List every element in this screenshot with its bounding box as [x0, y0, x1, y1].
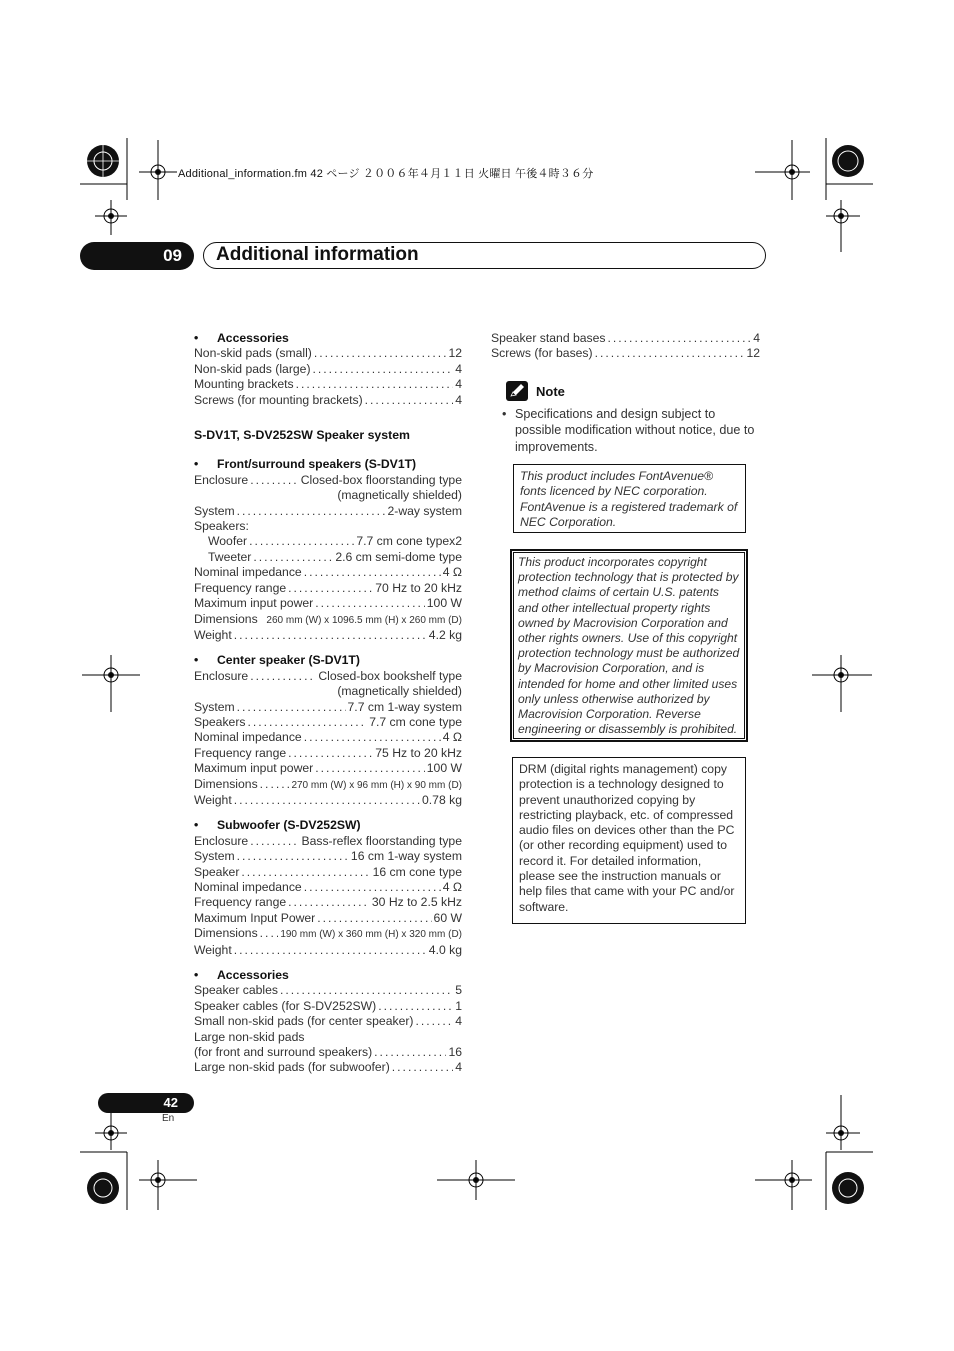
- spec-row: Dimensions 260 mm (W) x 1096.5 mm (H) x 260 mm (D): [194, 611, 462, 626]
- spec-row: System ..... 16 cm 1-way system: [194, 849, 462, 864]
- left-column: [194, 331, 462, 1076]
- list-item: Non-skid pads (small) ..... 12: [194, 346, 462, 361]
- spec-row: Maximum input power ..... 100 W: [194, 596, 462, 611]
- spec-row: Enclosure ..... Closed-box bookshelf type: [194, 669, 462, 684]
- chapter-title: Additional information: [216, 244, 419, 265]
- center-speaker-heading: • Center speaker (S-DV1T): [194, 653, 360, 668]
- right-column-top: [491, 331, 760, 362]
- spec-row: Dimensions ..... 190 mm (W) x 360 mm (H) x 320 mm (D): [194, 926, 462, 942]
- note-heading: Note: [506, 381, 565, 401]
- spec-note: (magnetically shielded): [337, 684, 462, 699]
- list-item: Non-skid pads (large) ..... 4: [194, 362, 462, 377]
- spec-row: Frequency range ..... 70 Hz to 20 kHz: [194, 581, 462, 596]
- macrovision-notice: This product incorporates copyright protection technology that is protected by method claims of certain U.S. patents and other intellectual property rights owned by Macrovision Corporation and other rights owners. Use of this copyright protection technology must be authorized by Macrovision Corporation, and is intended for home and other limited uses only unless otherwise authorized by Macrovision Corporation. Reverse engineering or disassembly is prohibited.: [513, 552, 745, 739]
- list-item: (for front and surround speakers) ..... 16: [194, 1045, 462, 1060]
- spec-row: Nominal impedance ..... 4 Ω: [194, 730, 462, 745]
- page-number: 42: [98, 1093, 194, 1113]
- accessories-heading: • Accessories: [194, 331, 289, 345]
- registration-mark-bottom-left: [87, 1172, 119, 1204]
- speaker-system-title: S-DV1T, S-DV252SW Speaker system: [194, 428, 410, 443]
- spec-row: Frequency range ..... 75 Hz to 20 kHz: [194, 746, 462, 761]
- drm-notice: DRM (digital rights management) copy protection is a technology designed to prevent unauthorized copying by restricting playback, etc. of compressed audio files on devices other than the PC (or other recording equipment) used to record it. For detailed information, please see the instruction manuals or help files that came with your PC and/or software.: [512, 757, 746, 924]
- spec-row: System ..... 2-way system: [194, 504, 462, 519]
- registration-mark-top-left: [87, 145, 119, 177]
- list-item: Mounting brackets ..... 4: [194, 377, 462, 392]
- spec-row: Dimensions ..... 270 mm (W) x 96 mm (H) x 90 mm (D): [194, 777, 462, 793]
- registration-mark-top-right: [832, 145, 864, 177]
- spec-row: Maximum input power ..... 100 W: [194, 761, 462, 776]
- spec-row: Woofer ..... 7.7 cm cone typex2: [194, 534, 462, 549]
- spec-row: Speaker ..... 16 cm cone type: [194, 865, 462, 880]
- spec-note: (magnetically shielded): [337, 488, 462, 503]
- file-header: Additional_information.fm 42 ページ ２００６年４月１１日 火曜日 午後４時３６分: [178, 168, 594, 180]
- list-item: Speaker cables ..... 5: [194, 983, 462, 998]
- registration-mark-bottom-right: [832, 1172, 864, 1204]
- spec-row: Maximum Input Power ..... 60 W: [194, 911, 462, 926]
- spec-row: Speakers ..... 7.7 cm cone type: [194, 715, 462, 730]
- spec-row: Weight ..... 0.78 kg: [194, 793, 462, 808]
- note-item: • Specifications and design subject to possible modification without notice, due to improvements.: [502, 406, 764, 455]
- spec-row: Frequency range ..... 30 Hz to 2.5 kHz: [194, 895, 462, 910]
- list-item: Speaker stand bases ..... 4: [491, 331, 760, 346]
- chapter-number: 09: [80, 242, 194, 270]
- list-item: Speaker cables (for S-DV252SW) ..... 1: [194, 999, 462, 1014]
- spec-row: System ..... 7.7 cm 1-way system: [194, 700, 462, 715]
- spec-row: Nominal impedance ..... 4 Ω: [194, 880, 462, 895]
- spec-row: Weight ..... 4.0 kg: [194, 943, 462, 958]
- list-item: Large non-skid pads: [194, 1029, 305, 1044]
- list-item: Screws (for bases) ..... 12: [491, 346, 760, 361]
- spec-label: Speakers:: [194, 519, 249, 534]
- accessories-heading: • Accessories: [194, 968, 289, 983]
- spec-row: Tweeter ..... 2.6 cm semi-dome type: [194, 550, 462, 565]
- front-speakers-heading: • Front/surround speakers (S-DV1T): [194, 457, 417, 472]
- note-text: Specifications and design subject to possible modification without notice, due to improvements.: [515, 407, 755, 454]
- macrovision-notice-frame: [510, 549, 748, 742]
- fontavenue-notice: This product includes FontAvenue® fonts licenced by NEC corporation. FontAvenue is a registered trademark of NEC Corporation.: [513, 464, 746, 533]
- page-language: En: [162, 1113, 175, 1124]
- list-item: Small non-skid pads (for center speaker) ..... 4: [194, 1014, 462, 1029]
- spec-row: Nominal impedance ..... 4 Ω: [194, 565, 462, 580]
- spec-row: Enclosure ..... Bass-reflex floorstanding type: [194, 834, 462, 849]
- spec-row: Enclosure ..... Closed-box floorstanding type: [194, 473, 462, 488]
- spec-row: Weight ..... 4.2 kg: [194, 628, 462, 643]
- list-item: Screws (for mounting brackets) ..... 4: [194, 393, 462, 408]
- list-item: Large non-skid pads (for subwoofer) ..... 4: [194, 1060, 462, 1075]
- subwoofer-heading: • Subwoofer (S-DV252SW): [194, 818, 361, 833]
- note-pencil-icon: [506, 381, 528, 401]
